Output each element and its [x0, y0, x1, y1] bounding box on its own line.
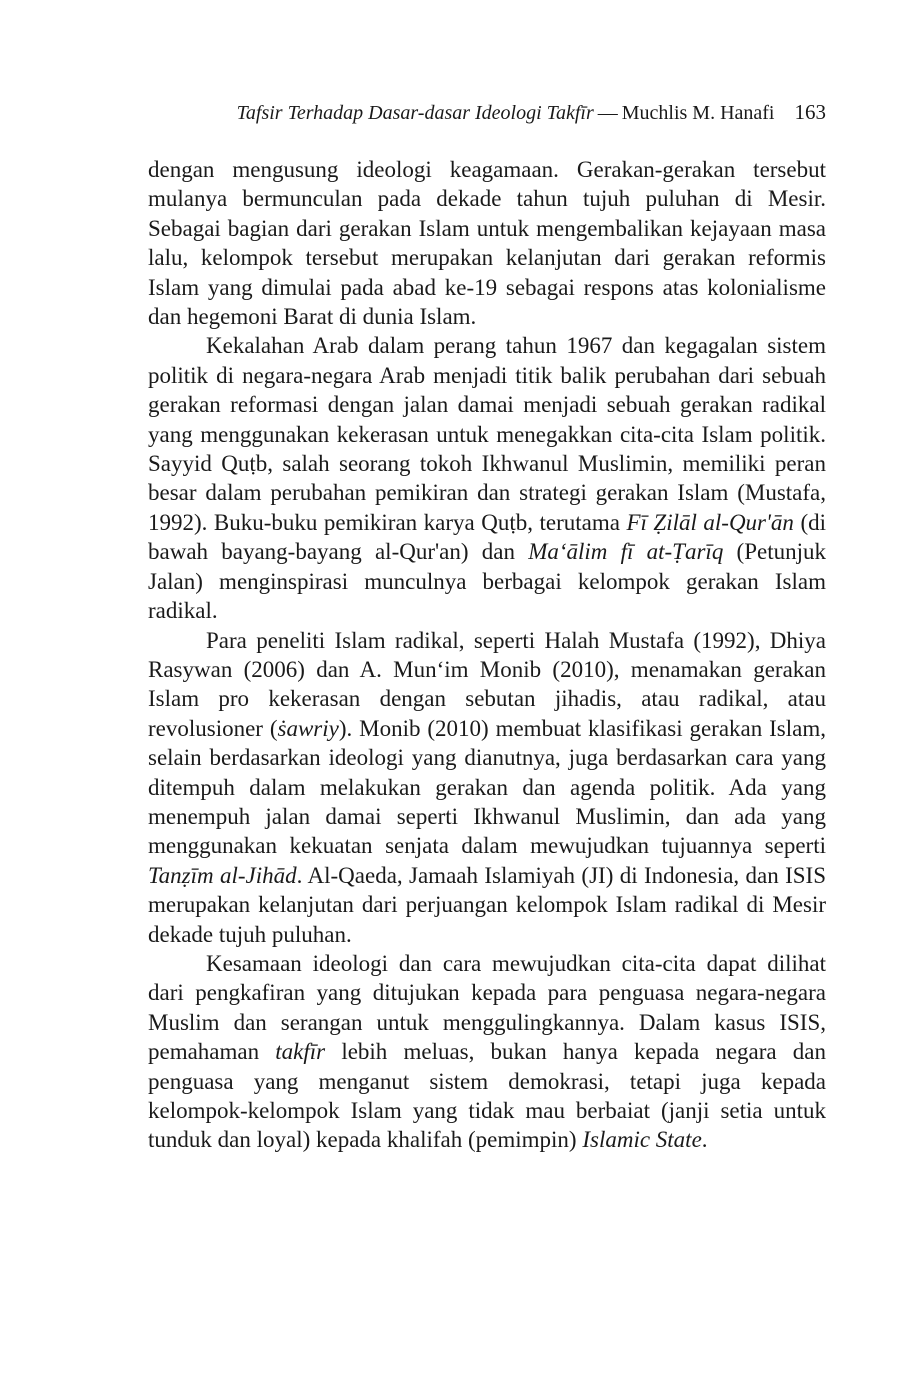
- italic-term: Tanẓīm al-Jihād: [148, 862, 297, 888]
- text-run: .: [701, 1127, 708, 1153]
- text-run: dengan mengusung ideologi keagamaan. Gerakan-gerakan tersebut mulanya bermunculan pada dekade tahun tujuh puluhan di Mesir. Sebagai bagian dari gerakan Islam untuk mengembalikan kejayaan masa lalu, kelompok tersebut merupakan kelanjutan dari gerakan reformis Islam yang dimulai pada abad ke-19 sebagai respons atas kolonialisme dan hegemoni Barat di dunia Islam.: [148, 157, 826, 330]
- text-run: Kesamaan ideologi dan cara mewujudkan cita-cita dapat dilihat dari pengkafiran yang ditujukan kepada para penguasa negara-negara Muslim dan serangan untuk menggulingkannya. Dalam kasus ISIS, pemahaman: [148, 950, 826, 1065]
- italic-term: Fī Ẓilāl al-Qur'ān: [626, 509, 794, 535]
- text-run: lebih meluas, bukan hanya kepada negara dan penguasa yang menganut sistem demokrasi, tetapi juga kepada kelompok-kelompok Islam yang tidak mau berbaiat (janji setia untuk tunduk dan loyal) kepada khalifah (pemimpin): [148, 1039, 826, 1153]
- text-run: . Al-Qaeda, Jamaah Islamiyah (JI) di Indonesia, dan ISIS merupakan kelanjutan dari perjuangan kelompok Islam radikal di Mesir dekade tujuh puluhan.: [148, 862, 826, 947]
- page-number: 163: [794, 100, 826, 124]
- running-title: Tafsir Terhadap Dasar-dasar Ideologi Takfīr: [236, 102, 594, 124]
- italic-term: takfīr: [275, 1039, 326, 1065]
- paragraph: [148, 949, 826, 1155]
- paragraph: [148, 626, 826, 949]
- italic-term: ṡawriy: [277, 715, 339, 741]
- italic-term: Islamic State: [582, 1127, 702, 1153]
- body-text: [148, 155, 826, 1155]
- running-header: [148, 98, 826, 126]
- header-separator: —: [597, 102, 618, 124]
- paragraph: [148, 331, 826, 625]
- text-run: Kekalahan Arab dalam perang tahun 1967 dan kegagalan sistem politik di negara-negara Arab menjadi titik balik perubahan dari sebuah gerakan reformasi dengan jalan damai menjadi sebuah gerakan radikal yang menggunakan kekerasan untuk menegakkan cita-cita Islam politik. Sayyid Quṭb, salah seorang tokoh Ikhwanul Muslimin, memiliki peran besar dalam perubahan pemikiran dan strategi gerakan Islam (Mustafa, 1992). Buku-buku pemikiran karya Quṭb, terutama: [148, 333, 826, 535]
- text-run: ). Monib (2010) membuat klasifikasi gerakan Islam, selain berdasarkan ideologi yang dianutnya, juga berdasarkan cara yang ditempuh dalam melakukan gerakan dan agenda politik. Ada yang menempuh jalan damai seperti Ikhwanul Muslimin, dan ada yang menggunakan kekuatan senjata dalam mewujudkan tujuannya seperti: [148, 715, 826, 859]
- text-run: (Petunjuk Jalan) menginspirasi munculnya berbagai kelompok gerakan Islam radikal.: [148, 539, 826, 624]
- paragraph: [148, 155, 826, 331]
- text-run: (di bawah bayang-bayang al-Qur'an) dan: [148, 509, 826, 565]
- italic-term: Ma‘ālim fī at-Ṭarīq: [528, 539, 724, 565]
- text-run: Para peneliti Islam radikal, seperti Halah Mustafa (1992), Dhiya Rasywan (2006) dan A. Mun‘im Monib (2010), menamakan gerakan Islam pro kekerasan dengan sebutan jihadis, atau radikal, atau revolusioner (: [148, 627, 826, 741]
- running-author: Muchlis M. Hanafi: [621, 102, 775, 124]
